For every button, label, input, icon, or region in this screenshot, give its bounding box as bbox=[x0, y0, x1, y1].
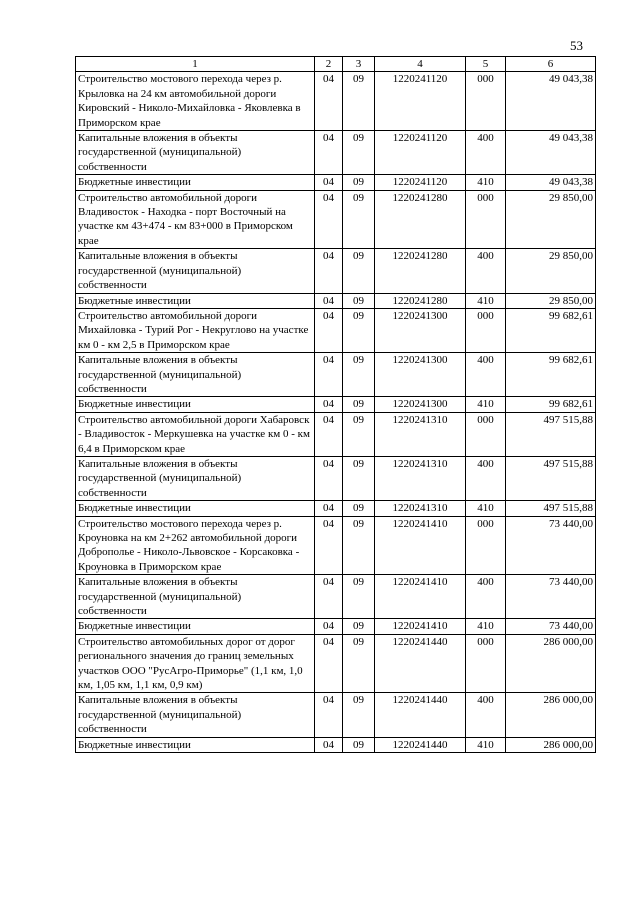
table-row bbox=[76, 175, 596, 190]
row-name: Капитальные вложения в объекты государственной (муниципальной) собственности bbox=[76, 249, 315, 293]
row-subsection: 09 bbox=[343, 634, 375, 693]
column-header: 3 bbox=[343, 57, 375, 72]
row-target-article: 1220241440 bbox=[375, 737, 466, 752]
row-amount: 49 043,38 bbox=[506, 131, 596, 175]
row-name: Капитальные вложения в объекты государственной (муниципальной) собственности bbox=[76, 353, 315, 397]
column-header: 1 bbox=[76, 57, 315, 72]
table-row bbox=[76, 293, 596, 308]
row-target-article: 1220241310 bbox=[375, 501, 466, 516]
table-row bbox=[76, 634, 596, 693]
row-expense-type: 000 bbox=[466, 634, 506, 693]
row-subsection: 09 bbox=[343, 575, 375, 619]
row-expense-type: 410 bbox=[466, 293, 506, 308]
row-target-article: 1220241300 bbox=[375, 397, 466, 412]
row-name: Бюджетные инвестиции bbox=[76, 737, 315, 752]
row-section: 04 bbox=[315, 131, 343, 175]
row-expense-type: 000 bbox=[466, 308, 506, 352]
row-section: 04 bbox=[315, 293, 343, 308]
row-section: 04 bbox=[315, 737, 343, 752]
table-row bbox=[76, 353, 596, 397]
row-subsection: 09 bbox=[343, 293, 375, 308]
row-subsection: 09 bbox=[343, 249, 375, 293]
column-header: 2 bbox=[315, 57, 343, 72]
row-expense-type: 000 bbox=[466, 516, 506, 575]
row-section: 04 bbox=[315, 516, 343, 575]
row-section: 04 bbox=[315, 249, 343, 293]
row-section: 04 bbox=[315, 308, 343, 352]
table-row bbox=[76, 190, 596, 249]
row-target-article: 1220241310 bbox=[375, 456, 466, 500]
table-row bbox=[76, 397, 596, 412]
row-target-article: 1220241410 bbox=[375, 575, 466, 619]
page-number: 53 bbox=[570, 38, 583, 53]
row-target-article: 1220241300 bbox=[375, 308, 466, 352]
table-row bbox=[76, 516, 596, 575]
row-target-article: 1220241410 bbox=[375, 516, 466, 575]
row-amount: 286 000,00 bbox=[506, 634, 596, 693]
row-target-article: 1220241120 bbox=[375, 131, 466, 175]
row-name: Бюджетные инвестиции bbox=[76, 619, 315, 634]
row-target-article: 1220241280 bbox=[375, 293, 466, 308]
row-target-article: 1220241120 bbox=[375, 72, 466, 131]
table-row bbox=[76, 501, 596, 516]
row-expense-type: 000 bbox=[466, 190, 506, 249]
row-expense-type: 400 bbox=[466, 131, 506, 175]
row-amount: 99 682,61 bbox=[506, 353, 596, 397]
row-expense-type: 410 bbox=[466, 397, 506, 412]
row-subsection: 09 bbox=[343, 737, 375, 752]
row-amount: 73 440,00 bbox=[506, 516, 596, 575]
row-subsection: 09 bbox=[343, 397, 375, 412]
row-subsection: 09 bbox=[343, 693, 375, 737]
header-row bbox=[76, 57, 596, 72]
table-row bbox=[76, 308, 596, 352]
row-expense-type: 410 bbox=[466, 737, 506, 752]
row-section: 04 bbox=[315, 693, 343, 737]
row-expense-type: 000 bbox=[466, 412, 506, 456]
row-expense-type: 410 bbox=[466, 619, 506, 634]
row-subsection: 09 bbox=[343, 456, 375, 500]
row-target-article: 1220241410 bbox=[375, 619, 466, 634]
row-subsection: 09 bbox=[343, 72, 375, 131]
row-section: 04 bbox=[315, 190, 343, 249]
row-target-article: 1220241440 bbox=[375, 693, 466, 737]
row-expense-type: 400 bbox=[466, 249, 506, 293]
row-name: Капитальные вложения в объекты государственной (муниципальной) собственности bbox=[76, 456, 315, 500]
row-amount: 497 515,88 bbox=[506, 501, 596, 516]
row-name: Строительство мостового перехода через р. Кроуновка на км 2+262 автомобильной дороги Доброполье - Николо-Львовское - Корсаковка - Кроуновка в Приморском крае bbox=[76, 516, 315, 575]
row-amount: 29 850,00 bbox=[506, 249, 596, 293]
row-name: Бюджетные инвестиции bbox=[76, 175, 315, 190]
row-section: 04 bbox=[315, 175, 343, 190]
row-subsection: 09 bbox=[343, 412, 375, 456]
row-section: 04 bbox=[315, 501, 343, 516]
row-section: 04 bbox=[315, 353, 343, 397]
row-subsection: 09 bbox=[343, 516, 375, 575]
row-amount: 29 850,00 bbox=[506, 293, 596, 308]
table-row bbox=[76, 693, 596, 737]
row-target-article: 1220241310 bbox=[375, 412, 466, 456]
table-row bbox=[76, 131, 596, 175]
row-expense-type: 400 bbox=[466, 456, 506, 500]
column-header: 4 bbox=[375, 57, 466, 72]
row-expense-type: 410 bbox=[466, 501, 506, 516]
row-name: Капитальные вложения в объекты государственной (муниципальной) собственности bbox=[76, 693, 315, 737]
row-target-article: 1220241280 bbox=[375, 249, 466, 293]
table-row bbox=[76, 72, 596, 131]
row-expense-type: 000 bbox=[466, 72, 506, 131]
row-amount: 497 515,88 bbox=[506, 456, 596, 500]
row-section: 04 bbox=[315, 634, 343, 693]
row-target-article: 1220241280 bbox=[375, 190, 466, 249]
column-header: 5 bbox=[466, 57, 506, 72]
table-row bbox=[76, 249, 596, 293]
row-name: Строительство автомобильной дороги Хабаровск - Владивосток - Меркушевка на участке км 0 - км 6,4 в Приморском крае bbox=[76, 412, 315, 456]
row-subsection: 09 bbox=[343, 353, 375, 397]
row-section: 04 bbox=[315, 72, 343, 131]
row-subsection: 09 bbox=[343, 501, 375, 516]
row-name: Капитальные вложения в объекты государственной (муниципальной) собственности bbox=[76, 575, 315, 619]
row-subsection: 09 bbox=[343, 175, 375, 190]
row-name: Бюджетные инвестиции bbox=[76, 501, 315, 516]
row-section: 04 bbox=[315, 456, 343, 500]
row-amount: 286 000,00 bbox=[506, 693, 596, 737]
row-expense-type: 410 bbox=[466, 175, 506, 190]
table-row bbox=[76, 412, 596, 456]
row-name: Бюджетные инвестиции bbox=[76, 293, 315, 308]
row-section: 04 bbox=[315, 397, 343, 412]
row-amount: 29 850,00 bbox=[506, 190, 596, 249]
table-row bbox=[76, 619, 596, 634]
row-name: Строительство автомобильной дороги Владивосток - Находка - порт Восточный на участке км 43+474 - км 83+000 в Приморском крае bbox=[76, 190, 315, 249]
row-target-article: 1220241300 bbox=[375, 353, 466, 397]
row-amount: 99 682,61 bbox=[506, 308, 596, 352]
row-name: Строительство мостового перехода через р. Крыловка на 24 км автомобильной дороги Кировский - Николо-Михайловка - Яковлевка в Приморском крае bbox=[76, 72, 315, 131]
table-row bbox=[76, 456, 596, 500]
table-row bbox=[76, 575, 596, 619]
row-amount: 99 682,61 bbox=[506, 397, 596, 412]
row-expense-type: 400 bbox=[466, 693, 506, 737]
row-subsection: 09 bbox=[343, 308, 375, 352]
row-subsection: 09 bbox=[343, 619, 375, 634]
row-name: Строительство автомобильной дороги Михайловка - Турий Рог - Некруглово на участке км 0 - км 2,5 в Приморском крае bbox=[76, 308, 315, 352]
row-target-article: 1220241440 bbox=[375, 634, 466, 693]
table-row bbox=[76, 737, 596, 752]
row-amount: 49 043,38 bbox=[506, 175, 596, 190]
row-section: 04 bbox=[315, 412, 343, 456]
row-amount: 497 515,88 bbox=[506, 412, 596, 456]
row-amount: 49 043,38 bbox=[506, 72, 596, 131]
column-header: 6 bbox=[506, 57, 596, 72]
row-expense-type: 400 bbox=[466, 575, 506, 619]
row-name: Капитальные вложения в объекты государственной (муниципальной) собственности bbox=[76, 131, 315, 175]
row-amount: 286 000,00 bbox=[506, 737, 596, 752]
row-section: 04 bbox=[315, 575, 343, 619]
row-amount: 73 440,00 bbox=[506, 619, 596, 634]
row-target-article: 1220241120 bbox=[375, 175, 466, 190]
row-subsection: 09 bbox=[343, 190, 375, 249]
budget-table bbox=[75, 56, 596, 753]
row-name: Строительство автомобильных дорог от дорог регионального значения до границ земельных участков ООО "РусАгро-Приморье" (1,1 км, 1,0 км, 1,05 км, 1,1 км, 0,9 км) bbox=[76, 634, 315, 693]
row-section: 04 bbox=[315, 619, 343, 634]
row-amount: 73 440,00 bbox=[506, 575, 596, 619]
row-name: Бюджетные инвестиции bbox=[76, 397, 315, 412]
row-expense-type: 400 bbox=[466, 353, 506, 397]
row-subsection: 09 bbox=[343, 131, 375, 175]
